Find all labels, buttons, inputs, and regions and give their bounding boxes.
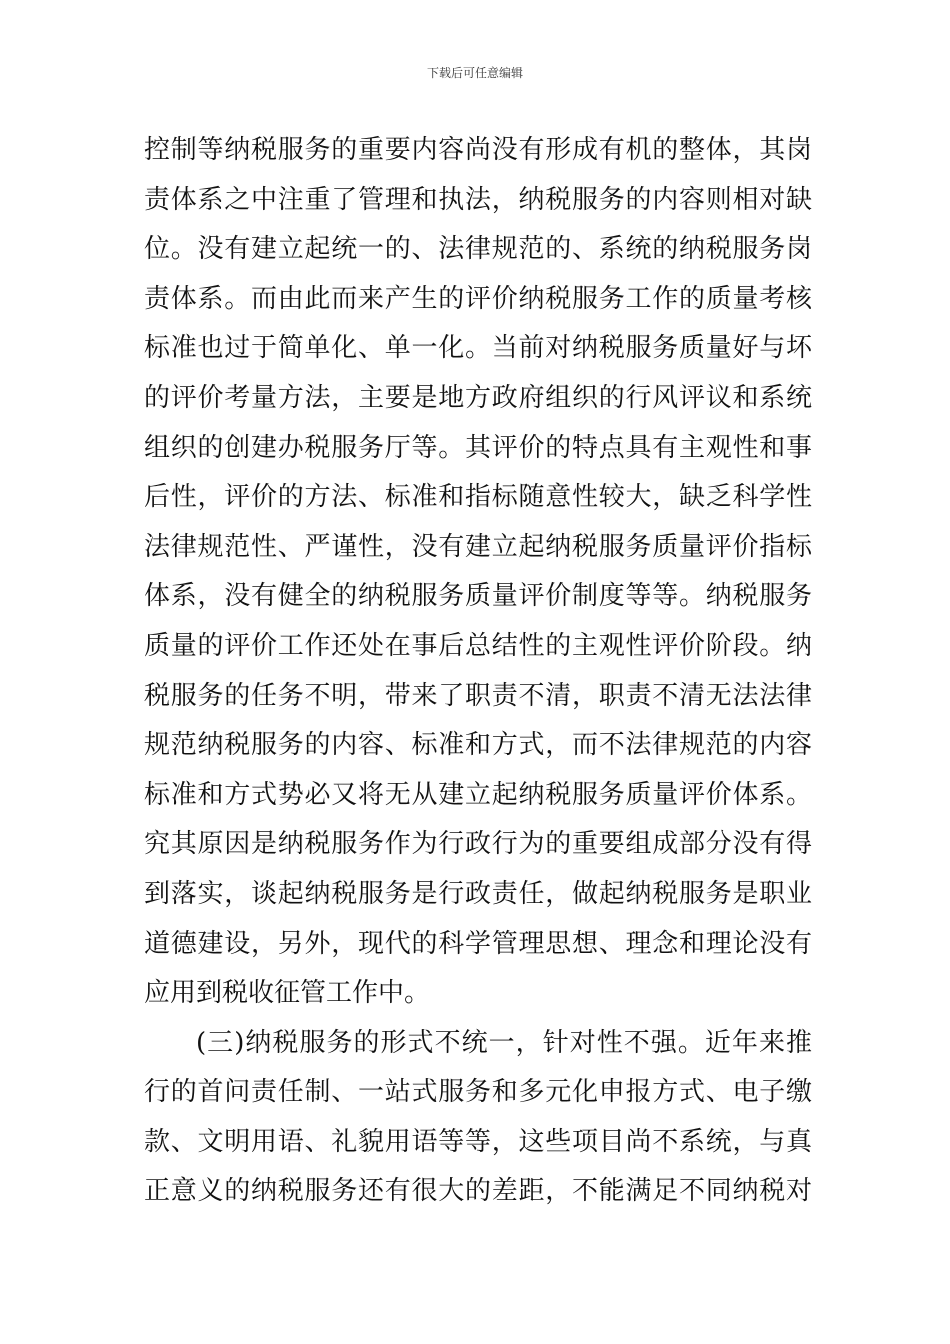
text-line: 正意义的纳税服务还有很大的差距，不能满足不同纳税对: [144, 1176, 812, 1207]
text-line: 责体系。而由此而来产生的评价纳税服务工作的质量考核: [144, 283, 812, 314]
text-line: 法律规范性、严谨性，没有建立起纳税服务质量评价指标: [144, 531, 812, 562]
text-line: 位。没有建立起统一的、法律规范的、系统的纳税服务岗: [144, 234, 812, 265]
text-line: 组织的创建办税服务厅等。其评价的特点具有主观性和事: [144, 432, 812, 463]
text-line: 税服务的任务不明，带来了职责不清，职责不清无法法律: [144, 680, 812, 711]
text-line: 后性，评价的方法、标准和指标随意性较大，缺乏科学性: [144, 482, 812, 513]
text-line: 应用到税收征管工作中。: [144, 978, 431, 1009]
text-line: 行的首问责任制、一站式服务和多元化申报方式、电子缴: [144, 1077, 812, 1108]
text-line: (三)纳税服务的形式不统一，针对性不强。近年来推: [196, 1027, 812, 1058]
text-line: 标准和方式势必又将无从建立起纳税服务质量评价体系。: [144, 779, 812, 810]
paragraph: [144, 126, 812, 1019]
text-line: 体系，没有健全的纳税服务质量评价制度等等。纳税服务: [144, 581, 812, 612]
page-header: 下载后可任意编辑: [426, 66, 523, 80]
text-line: 规范纳税服务的内容、标准和方式，而不法律规范的内容: [144, 730, 812, 761]
text-line: 款、文明用语、礼貌用语等等，这些项目尚不系统，与真: [144, 1126, 812, 1157]
text-line: 的评价考量方法，主要是地方政府组织的行风评议和系统: [144, 382, 812, 413]
paragraph: [144, 1019, 812, 1217]
text-line: 标准也过于简单化、单一化。当前对纳税服务质量好与坏: [144, 333, 812, 364]
text-line: 责体系之中注重了管理和执法，纳税服务的内容则相对缺: [144, 184, 812, 215]
text-line: 控制等纳税服务的重要内容尚没有形成有机的整体，其岗: [144, 135, 812, 165]
text-line: 到落实，谈起纳税服务是行政责任，做起纳税服务是职业: [144, 878, 812, 909]
text-line: 质量的评价工作还处在事后总结性的主观性评价阶段。纳: [144, 630, 812, 661]
body-text: [144, 126, 812, 1217]
text-line: 道德建设，另外，现代的科学管理思想、理念和理论没有: [144, 928, 812, 959]
text-line: 究其原因是纳税服务作为行政行为的重要组成部分没有得: [144, 829, 812, 860]
